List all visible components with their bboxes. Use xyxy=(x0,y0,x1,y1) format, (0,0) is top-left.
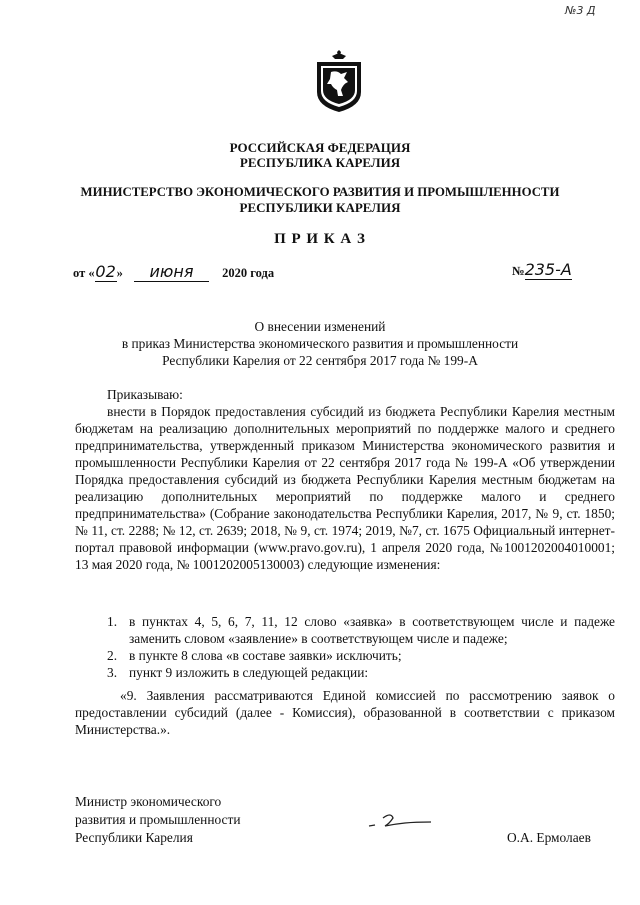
number-prefix: № xyxy=(512,264,525,278)
handwritten-signature xyxy=(365,810,435,832)
subject-line2: в приказ Министерства экономического развития и промышленности xyxy=(121,336,519,351)
list-item-text: пункт 9 изложить в следующей редакции: xyxy=(129,665,369,680)
list-item xyxy=(107,647,615,664)
subject-line3: Республики Карелия от 22 сентября 2017 года № 199-А xyxy=(162,353,478,368)
signatory-name: О.А. Ермолаев xyxy=(507,830,591,845)
doc-type-heading: П Р И К А З xyxy=(274,231,366,247)
signatory-title-line1: Министр экономического xyxy=(75,794,222,809)
country-heading: РОССИЙСКАЯ ФЕДЕРАЦИЯ xyxy=(229,140,411,155)
list-item-number: 3. xyxy=(107,665,118,680)
signatory-title xyxy=(75,793,241,847)
main-text xyxy=(75,403,615,573)
coat-of-arms-emblem xyxy=(313,50,365,114)
list-item-number: 1. xyxy=(107,614,118,629)
list-item-number: 2. xyxy=(107,648,118,663)
list-item-text: в пунктах 4, 5, 6, 7, 11, 12 слово «заявка» в соответствующем числе и падеже заменить словом «заявление» в соответствующем числе и падеже; xyxy=(129,614,615,646)
signatory-title-line2: развития и промышленности xyxy=(75,812,241,827)
ministry-heading-line1: МИНИСТЕРСТВО ЭКОНОМИЧЕСКОГО РАЗВИТИЯ И ПРОМЫШЛЕННОСТИ xyxy=(80,185,560,199)
quoted-paragraph-text: «9. Заявления рассматриваются Единой комиссией по рассмотрению заявок о предоставлении субсидий (далее - Комиссия), образованной в соответствии с приказом Министерства.». xyxy=(75,688,615,737)
handwritten-number: 235-А xyxy=(524,260,572,279)
date-mid: » xyxy=(116,266,123,280)
list-item xyxy=(107,664,615,681)
order-number xyxy=(512,260,572,280)
corner-handwritten-mark: №3 Д xyxy=(565,4,596,17)
list-item-text: в пункте 8 слова «в составе заявки» исключить; xyxy=(129,648,402,663)
changes-list xyxy=(107,613,615,681)
list-item xyxy=(107,613,615,647)
main-text-content: внести в Порядок предоставления субсидий из бюджета Республики Карелия местным бюджетам на реализацию дополнительных мероприятий по поддержке малого и среднего предпринимательства, утвержденный приказом Министерства экономического развития и промышленности Республики Карелия от 22 сентября 2017 года № 199-А «Об утверждении Порядка предоставления субсидий из бюджета Республики Карелия местным бюджетам на реализацию дополнительных мероприятий по поддержке малого и среднего предпринимательства» (Собрание законодательства Республики Карелия, 2017, № 9, ст. 1850; № 11, ст. 2288; № 12, ст. 2639; 2018, № 9, ст. 1974; 2019, №7, ст. 1675 Официальный интернет-портал правовой информации (www.pravo.gov.ru), 1 апреля 2020 года, №1001202004010001; 13 мая 2020 года, № 1001202005130003) следующие изменения: xyxy=(75,404,615,572)
handwritten-month: июня xyxy=(134,262,209,282)
republic-heading: РЕСПУБЛИКА КАРЕЛИЯ xyxy=(239,155,401,170)
date-year: 2020 года xyxy=(222,266,275,280)
handwritten-day: 02 xyxy=(95,262,116,281)
subject-line1: О внесении изменений xyxy=(254,319,386,334)
signatory-title-line3: Республики Карелия xyxy=(75,830,193,845)
ministry-heading-line2: РЕСПУБЛИКИ КАРЕЛИЯ xyxy=(239,200,401,215)
order-word: Приказываю: xyxy=(107,387,183,402)
quoted-paragraph xyxy=(75,687,615,738)
date-prefix: от « xyxy=(73,266,95,280)
date-line xyxy=(73,262,274,282)
